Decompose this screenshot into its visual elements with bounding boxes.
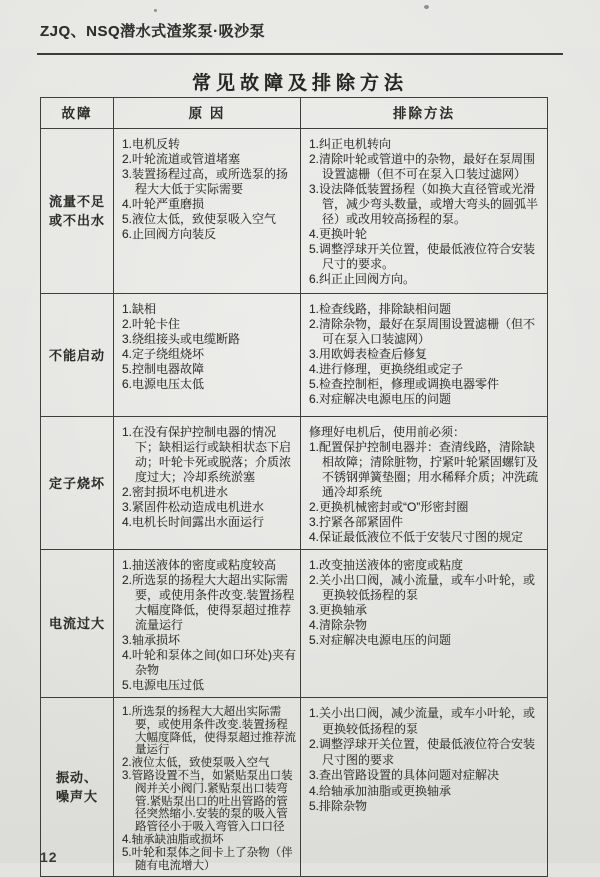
remedy-item: 3.拧紧各部紧固件 (309, 515, 404, 529)
fault-cell (41, 294, 114, 417)
remedy-item: 4.进行修理，更换绕组或定子 (309, 362, 464, 376)
col-header-fault: 故障 (41, 98, 114, 129)
header-rule (37, 53, 563, 55)
cause-item: 1.所选泵的扬程大大超出实际需要，或使用条件改变.装置扬程大幅度降低，使得泵超过推荐流量运行 (122, 706, 296, 757)
remedy-item: 2.更换机械密封或“O”形密封圈 (309, 500, 469, 514)
fault-cell (41, 550, 114, 698)
remedy-item: 3.查出管路设置的具体问题对症解决 (309, 768, 500, 782)
remedy-item: 3.用欧姆表检查后修复 (309, 347, 428, 361)
cause-item: 2.所选泵的扬程大大超出实际需要，或使用条件改变.装置扬程大幅度降低，使得泵超过推荐流量运行 (122, 573, 295, 632)
remedies-cell (301, 294, 548, 417)
remedy-item: 4.清除杂物 (309, 618, 368, 632)
remedy-item: 2.清除杂物，最好在泵周围设置滤栅（但不可在泵入口装滤网） (309, 317, 536, 346)
remedy-item: 4.保证最低液位不低于安装尺寸图的规定 (309, 530, 524, 544)
fault-cell (41, 417, 114, 550)
cause-item: 6.电源电压太低 (122, 377, 205, 391)
fault-label: 不能启动 (48, 347, 105, 363)
cause-item: 1.电机反转 (122, 137, 181, 151)
cause-item: 1.缺相 (122, 302, 157, 316)
cause-item: 2.液位太低，致使泵吸入空气 (122, 757, 270, 770)
fault-table (40, 97, 548, 877)
page-number: 12 (40, 849, 58, 865)
cause-item: 5.液位太低，致使泵吸入空气 (122, 212, 277, 226)
remedies-cell (301, 550, 548, 698)
table-row (41, 698, 548, 877)
remedy-item: 5.检查控制柜，修理或调换电器零件 (309, 377, 500, 391)
scan-artifact (424, 5, 429, 9)
fault-label: 或不出水 (48, 213, 105, 228)
causes-cell (114, 550, 301, 698)
remedy-item: 2.清除叶轮或管道中的杂物，最好在泵周围设置滤栅（但不可在泵入口装过滤网） (309, 152, 536, 181)
cause-item: 1.在没有保护控制电器的情况下；缺相运行或缺相状态下启动；叶轮卡死或脱落；介质浓度过大；冷却系统淤塞 (122, 425, 292, 484)
scan-artifact (154, 9, 157, 12)
table-row (41, 550, 548, 698)
table-row (41, 294, 548, 417)
remedies-cell (301, 698, 548, 877)
col-header-cause: 原 因 (114, 98, 301, 129)
cause-item: 1.抽送液体的密度或粘度较高 (122, 558, 277, 572)
table-header-row (41, 98, 548, 129)
cause-item: 4.轴承缺油脂或损坏 (122, 833, 224, 846)
remedy-item: 1.配置保护控制电器并：查清线路，清除缺相故障；清除脏物，拧紧叶轮紧固螺钉及不锈钢弹簧垫圈；用水稀释介质；冲洗疏通冷却系统 (309, 440, 539, 499)
causes-cell (114, 417, 301, 550)
col-header-remedy: 排除方法 (301, 98, 548, 129)
remedy-item: 5.对症解决电源电压的问题 (309, 633, 452, 647)
remedy-item: 4.更换叶轮 (309, 227, 368, 241)
remedy-intro: 修理好电机后，使用前必须： (309, 425, 466, 439)
cause-item: 4.叶轮和泵体之间(如口环处)夹有杂物 (122, 648, 297, 677)
remedy-item: 2.调整浮球开关位置，使最低液位符合安装尺寸图的要求 (309, 737, 536, 767)
remedy-item: 1.检查线路，排除缺相问题 (309, 302, 452, 316)
cause-item: 3.紧固件松动造成电机进水 (122, 500, 265, 514)
fault-label: 流量不足 (48, 194, 105, 209)
remedy-item: 5.调整浮球开关位置，使最低液位符合安装尺寸的要求。 (309, 242, 536, 271)
remedy-item: 1.改变抽送液体的密度或粘度 (309, 558, 464, 572)
cause-item: 6.止回阀方向装反 (122, 227, 217, 241)
remedies-cell (301, 417, 548, 550)
cause-item: 4.定子绕组烧坏 (122, 347, 205, 361)
table-row (41, 417, 548, 550)
fault-label: 电流过大 (48, 616, 105, 631)
cause-item: 3.管路设置不当，如紧贴泵出口装阀并关小阀门.紧贴泵出口装弯管.紧贴泵出口的吐出管路的管径突然缩小.安装的泵的吸入管路管径小于吸入弯管入口口径 (122, 769, 293, 834)
cause-item: 5.电源电压过低 (122, 678, 205, 692)
remedy-item: 1.关小出口阀，减少流量，或车小叶轮，或更换较低扬程的泵 (309, 706, 536, 736)
remedy-item: 1.纠正电机转向 (309, 137, 392, 151)
page-title: 常见故障及排除方法 (191, 73, 408, 94)
cause-item: 2.叶轮流道或管道堵塞 (122, 152, 241, 166)
fault-label: 定子烧坏 (48, 475, 105, 491)
remedy-item: 4.给轴承加油脂或更换轴承 (309, 783, 452, 798)
remedy-item: 6.对症解决电源电压的问题 (309, 392, 452, 406)
document-header: ZJQ、NSQ潜水式渣浆泵·吸沙泵 (40, 23, 266, 40)
table-row (41, 129, 548, 294)
causes-cell (114, 129, 301, 294)
cause-item: 4.叶轮严重磨损 (122, 197, 205, 211)
cause-item: 3.装置扬程过高，或所选泵的扬程大大低于实际需要 (122, 167, 289, 196)
cause-item: 5.控制电器故障 (122, 362, 205, 376)
remedies-cell (301, 129, 548, 294)
remedy-item: 6.纠正止回阀方向。 (309, 272, 416, 286)
remedy-item: 5.排除杂物 (309, 799, 368, 813)
remedy-item: 2.关小出口阀，减小流量，或车小叶轮，或更换较低扬程的泵 (309, 573, 536, 602)
remedy-item: 3.更换轴承 (309, 603, 368, 617)
cause-item: 2.密封损坏电机进水 (122, 485, 229, 499)
fault-cell (41, 129, 114, 294)
cause-item: 2.叶轮卡住 (122, 317, 181, 331)
cause-item: 5.叶轮和泵体之间卡上了杂物（伴随有电流增大） (122, 846, 293, 872)
causes-cell (114, 698, 301, 877)
fault-label: 噪声大 (55, 789, 98, 805)
cause-item: 3.绕组接头或电缆断路 (122, 332, 241, 346)
causes-cell (114, 294, 301, 417)
cause-item: 4.电机长时间露出水面运行 (122, 515, 265, 529)
remedy-item: 3.设法降低装置扬程（如换大直径管或光滑管，减少弯头数量，或增大弯头的圆弧半径）或改用较高扬程的泵。 (309, 182, 539, 226)
cause-item: 3.轴承损坏 (122, 633, 181, 647)
fault-label: 振动、 (55, 770, 98, 786)
